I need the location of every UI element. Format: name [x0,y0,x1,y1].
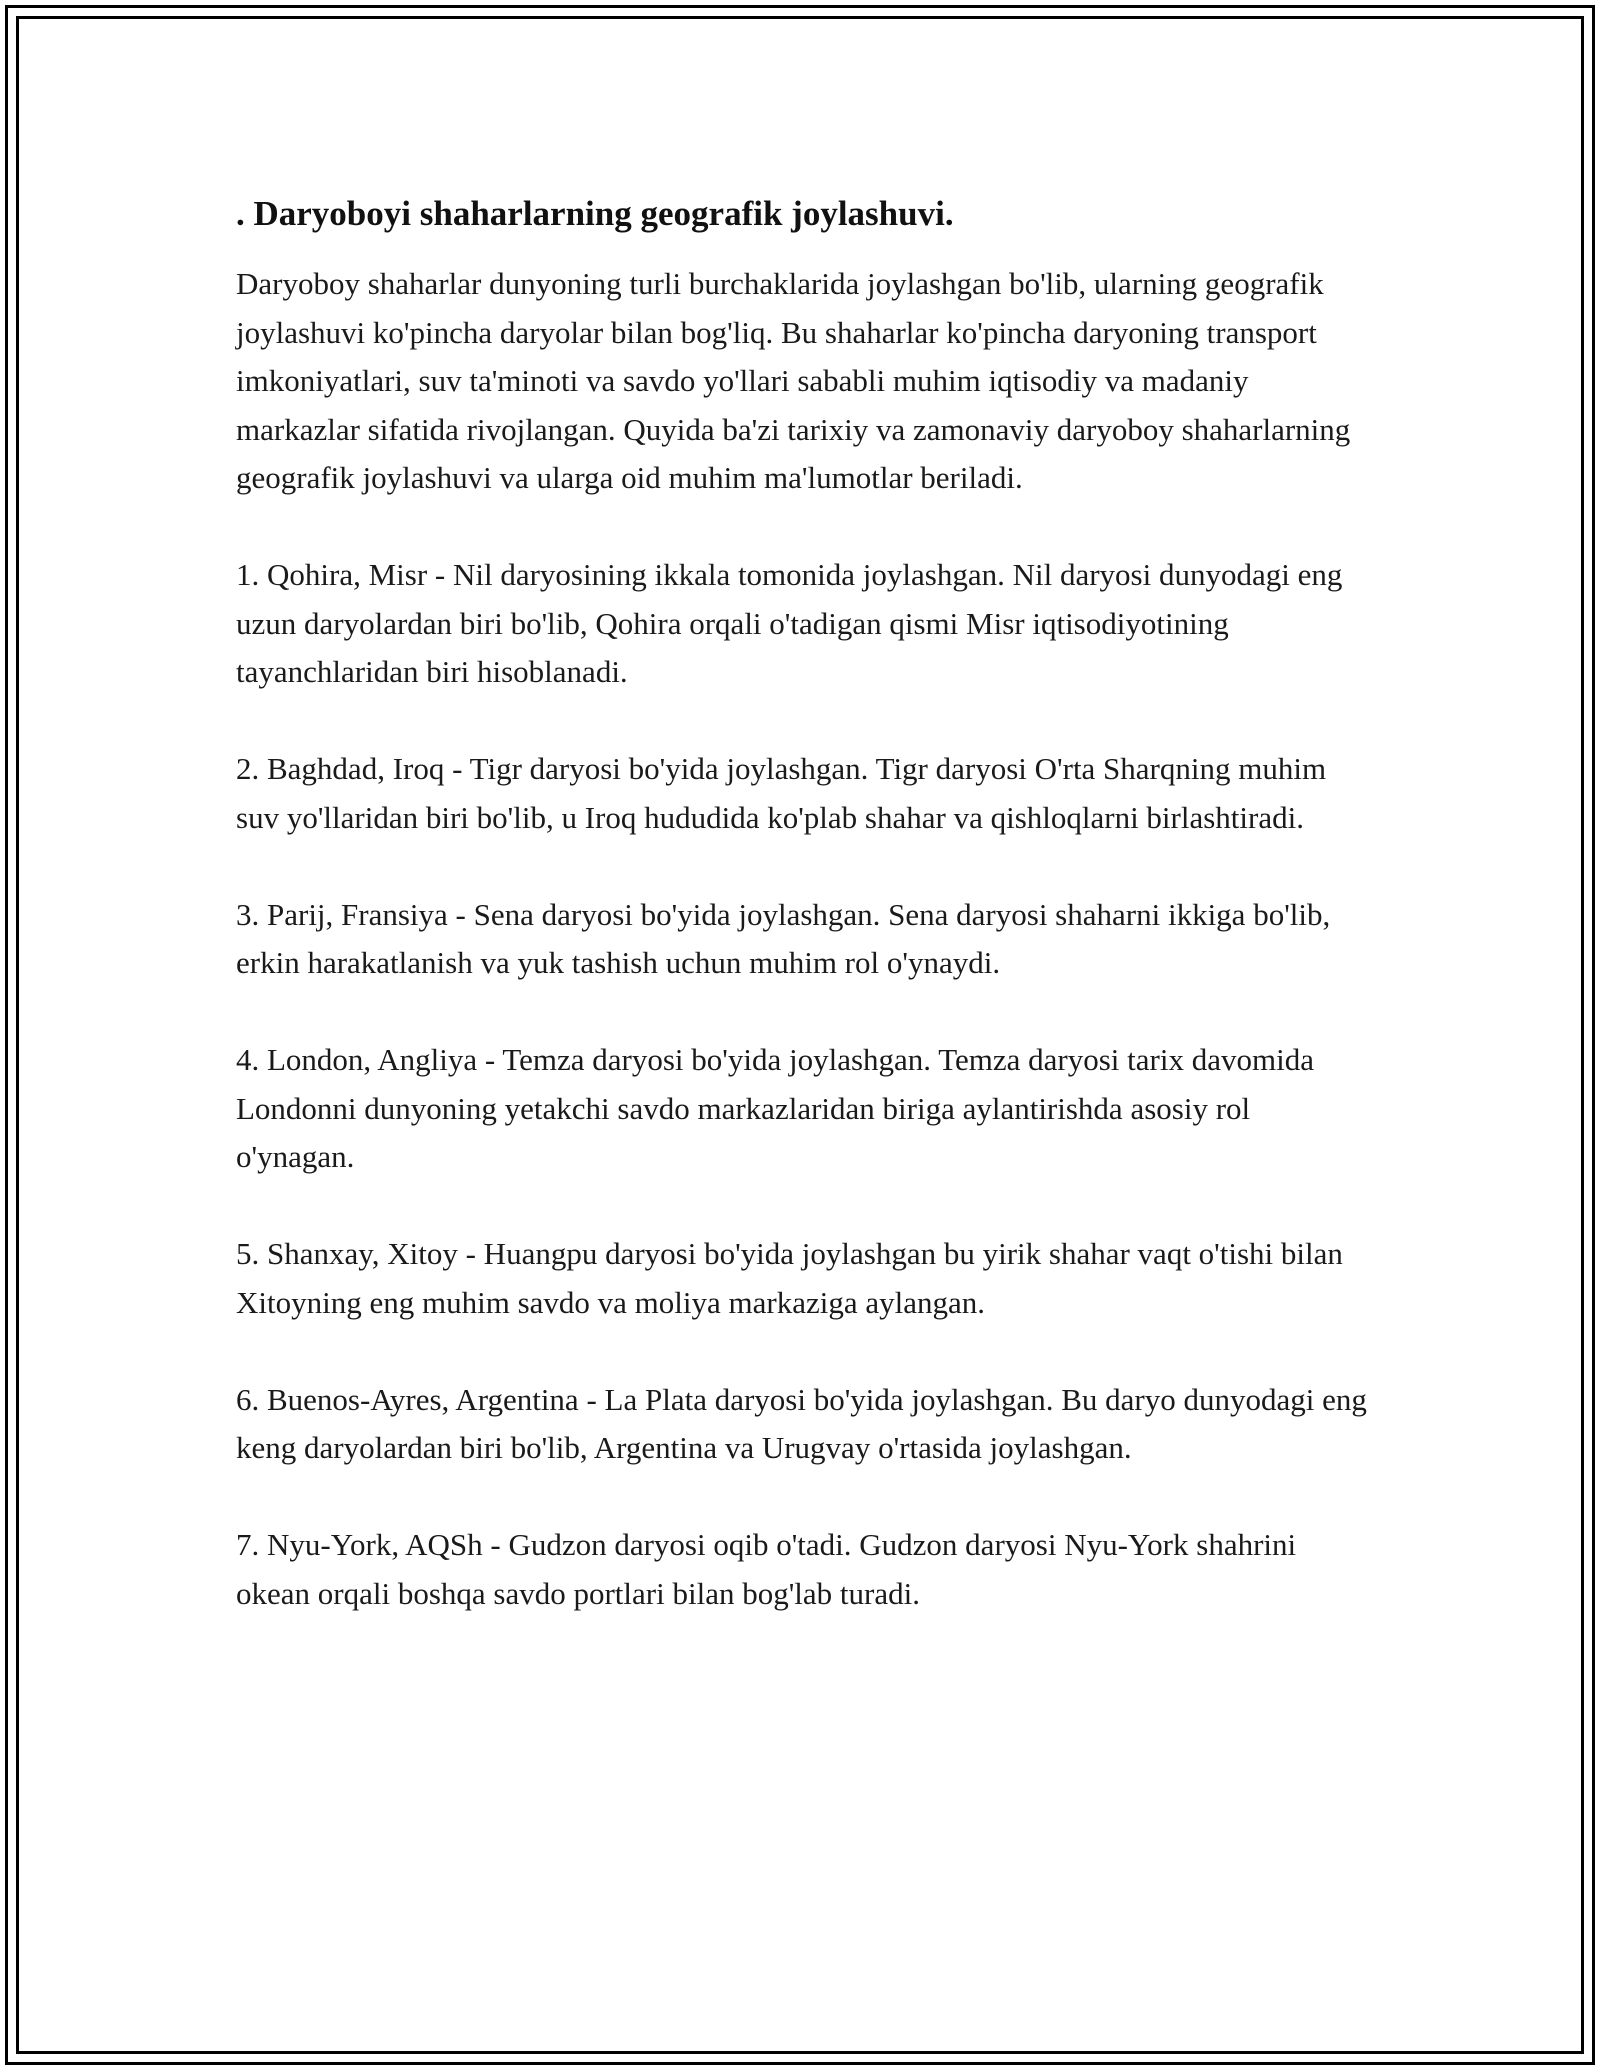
list-item-new-york: 7. Nyu-York, AQSh - Gudzon daryosi oqib o'tadi. Gudzon daryosi Nyu-York shahrini okean orqali boshqa savdo portlari bilan bog'lab turadi. [236,1527,1297,1611]
list-item-paris: 3. Parij, Fransiya - Sena daryosi bo'yida joylashgan. Sena daryosi shaharni ikkiga bo'lib, erkin harakatlanish va yuk tashish uchun muhim rol o'ynaydi. [236,896,1331,980]
document-body [236,190,1376,1667]
list-item-baghdad: 2. Baghdad, Iroq - Tigr daryosi bo'yida joylashgan. Tigr daryosi O'rta Sharqning muhim suv yo'llaridan biri bo'lib, u Iroq hududida ko'plab shahar va qishloqlarni birlashtiradi. [236,751,1327,835]
document-title: . Daryoboyi shaharlarning geografik joylashuvi. [236,194,954,233]
list-item-shanghai: 5. Shanxay, Xitoy - Huangpu daryosi bo'yida joylashgan bu yirik shahar vaqt o'tishi bilan Xitoyning eng muhim savdo va moliya markaziga aylangan. [236,1236,1343,1320]
list-item-london: 4. London, Angliya - Temza daryosi bo'yida joylashgan. Temza daryosi tarix davomida Londonni dunyoning yetakchi savdo markazlaridan biriga aylantirishda asosiy rol o'ynagan. [236,1042,1314,1174]
intro-paragraph: Daryoboy shaharlar dunyoning turli burchaklarida joylashgan bo'lib, ularning geografik joylashuvi ko'pincha daryolar bilan bog'liq. Bu shaharlar ko'pincha daryoning transport imkoniyatlari, suv ta'minoti va savdo yo'llari sababli muhim iqtisodiy va madaniy markazlar sifatida rivojlangan. Quyida ba'zi tarixiy va zamonaviy daryoboy shaharlarning geografik joylashuvi va ularga oid muhim ma'lumotlar beriladi. [236,266,1351,495]
list-item-buenos-aires: 6. Buenos-Ayres, Argentina - La Plata daryosi bo'yida joylashgan. Bu daryo dunyodagi eng keng daryolardan biri bo'lib, Argentina va Urugvay o'rtasida joylashgan. [236,1381,1367,1465]
list-item-cairo: 1. Qohira, Misr - Nil daryosining ikkala tomonida joylashgan. Nil daryosi dunyodagi eng uzun daryolardan biri bo'lib, Qohira orqali o'tadigan qismi Misr iqtisodiyotining tayanchlaridan biri hisoblanadi. [236,557,1343,689]
